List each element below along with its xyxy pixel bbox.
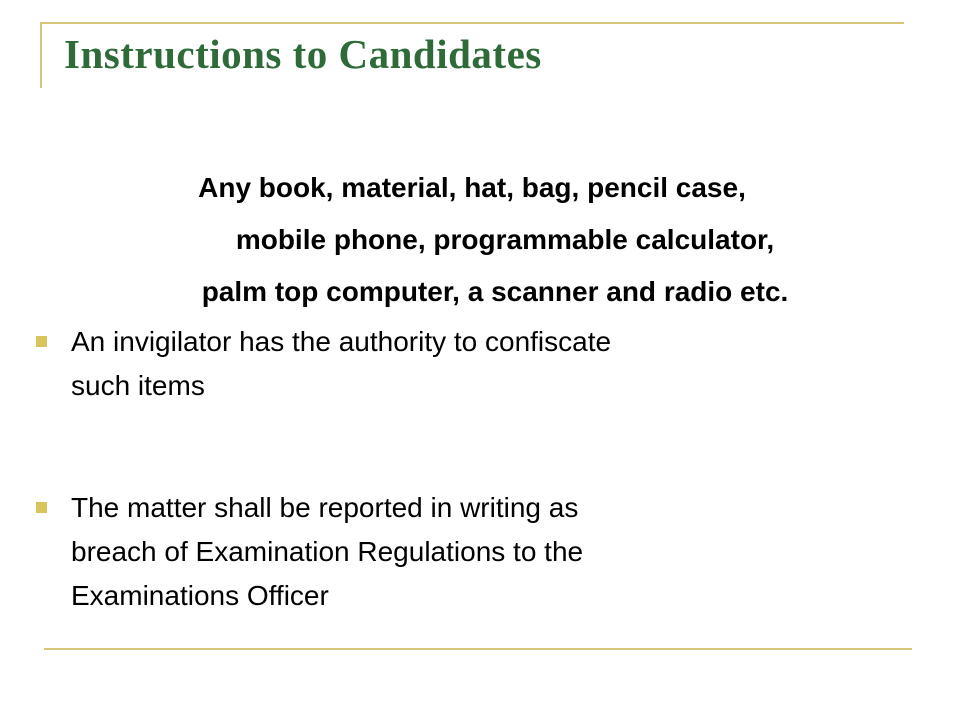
top-frame-line xyxy=(40,22,904,24)
slide-title: Instructions to Candidates xyxy=(64,31,542,77)
bullet-item xyxy=(36,486,896,618)
left-frame-line xyxy=(40,22,42,88)
intro-line: palm top computer, a scanner and radio etc. xyxy=(201,276,789,307)
bullet-text: An invigilator has the authority to confiscate such items xyxy=(71,326,612,401)
bullet-text: The matter shall be reported in writing as breach of Examination Regulations to the Examinations Officer xyxy=(71,492,584,611)
bullet-item xyxy=(36,320,896,408)
square-bullet-icon xyxy=(36,502,47,513)
bottom-frame-line xyxy=(44,648,912,650)
intro-line: mobile phone, programmable calculator, xyxy=(235,224,775,255)
square-bullet-icon xyxy=(36,336,47,347)
intro-line: Any book, material, hat, bag, pencil case, xyxy=(198,172,746,203)
intro-paragraph xyxy=(70,162,920,318)
